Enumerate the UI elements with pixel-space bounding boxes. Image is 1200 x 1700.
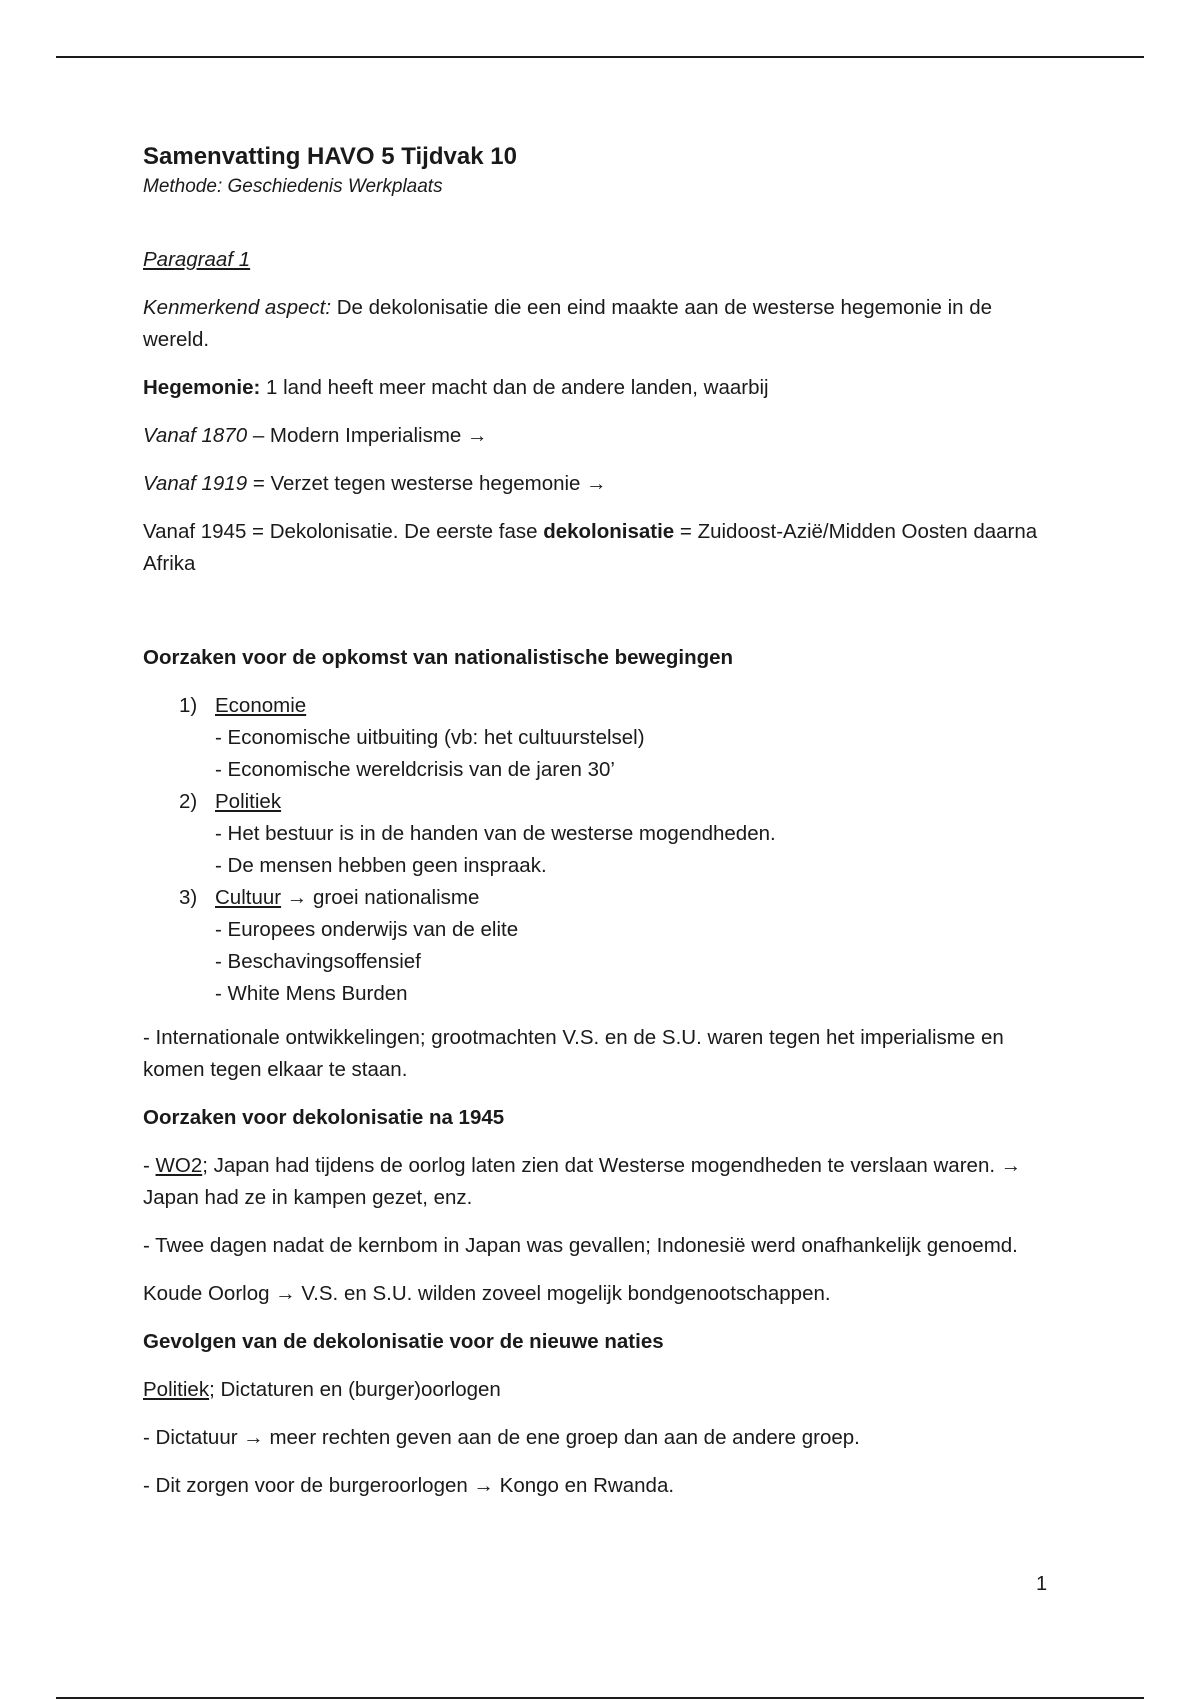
list-subitem: - Beschavingsoffensief xyxy=(215,950,421,973)
footer-rule xyxy=(56,1697,1144,1699)
list-item-label: Economie xyxy=(215,694,307,717)
list-item-suffix: → groei nationalisme xyxy=(281,886,480,909)
list-item xyxy=(179,690,1063,786)
list-item xyxy=(179,882,1063,1010)
politiek-label: Politiek xyxy=(143,1378,210,1401)
kenmerkend-aspect xyxy=(143,292,1063,356)
wo2-prefix: - xyxy=(143,1154,156,1177)
section-heading-gevolgen: Gevolgen van de dekolonisatie voor de nieuwe naties xyxy=(143,1330,664,1353)
wo2-paragraph xyxy=(143,1150,1063,1214)
paragraph-heading: Paragraaf 1 xyxy=(143,248,251,271)
vanaf-1870 xyxy=(143,420,1063,452)
wo2-text: ; Japan had tijdens de oorlog laten zien dat Westerse mogendheden te verslaan waren. → Japan had ze in kampen gezet, enz. xyxy=(143,1154,1022,1209)
list-item xyxy=(179,786,1063,882)
page-number: 1 xyxy=(1036,1573,1048,1595)
section-heading-dekolonisatie: Oorzaken voor dekolonisatie na 1945 xyxy=(143,1106,505,1129)
vanaf-1945-bold: dekolonisatie xyxy=(543,520,675,543)
kenmerkend-text: De dekolonisatie die een eind maakte aan de westerse hegemonie in de wereld. xyxy=(143,296,993,351)
vanaf-1870-text: – Modern Imperialisme → xyxy=(247,424,488,447)
dictatuur-paragraph: - Dictatuur → meer rechten geven aan de ene groep dan aan de andere groep. xyxy=(143,1426,860,1449)
document-body xyxy=(143,140,1063,1518)
kenmerkend-label: Kenmerkend aspect: xyxy=(143,296,332,319)
koude-oorlog-paragraph: Koude Oorlog → V.S. en S.U. wilden zoveel mogelijk bondgenootschappen. xyxy=(143,1282,831,1305)
header-rule xyxy=(56,56,1144,58)
internationale-ontwikkelingen: - Internationale ontwikkelingen; grootmachten V.S. en de S.U. waren tegen het imperialisme en komen tegen elkaar te staan. xyxy=(143,1026,1004,1081)
list-subitem: - De mensen hebben geen inspraak. xyxy=(215,854,547,877)
burgeroorlogen-paragraph: - Dit zorgen voor de burgeroorlogen → Kongo en Rwanda. xyxy=(143,1474,675,1497)
vanaf-1945-text-2: = Zuidoost-Azië/Midden Oosten daarna Afrika xyxy=(143,520,1038,575)
kernbom-paragraph: - Twee dagen nadat de kernbom in Japan was gevallen; Indonesië werd onafhankelijk genoemd. xyxy=(143,1234,1018,1257)
causes-list xyxy=(143,690,1063,1010)
document-title: Samenvatting HAVO 5 Tijdvak 10 xyxy=(143,143,517,170)
politiek-paragraph xyxy=(143,1374,1063,1406)
vanaf-1919-label: Vanaf 1919 xyxy=(143,472,248,495)
politiek-text: ; Dictaturen en (burger)oorlogen xyxy=(209,1378,501,1401)
list-item-number: 1) xyxy=(179,694,198,717)
list-item-number: 3) xyxy=(179,886,198,909)
section-spacer xyxy=(143,596,1063,642)
hegemonie-text: 1 land heeft meer macht dan de andere landen, waarbij xyxy=(260,376,769,399)
section-heading-nationalisme: Oorzaken voor de opkomst van nationalistische bewegingen xyxy=(143,646,734,669)
list-item-label: Cultuur xyxy=(215,886,282,909)
hegemonie-label: Hegemonie: xyxy=(143,376,261,399)
list-subitem: - White Mens Burden xyxy=(215,982,408,1005)
vanaf-1919 xyxy=(143,468,1063,500)
list-subitem: - Europees onderwijs van de elite xyxy=(215,918,519,941)
list-item-number: 2) xyxy=(179,790,198,813)
list-subitem: - Economische wereldcrisis van de jaren 30’ xyxy=(215,758,615,781)
list-subitem: - Het bestuur is in de handen van de westerse mogendheden. xyxy=(215,822,776,845)
document-subtitle: Methode: Geschiedenis Werkplaats xyxy=(143,176,443,197)
wo2-label: WO2 xyxy=(155,1154,203,1177)
vanaf-1919-text: = Verzet tegen westerse hegemonie → xyxy=(247,472,607,495)
list-item-label: Politiek xyxy=(215,790,282,813)
vanaf-1870-label: Vanaf 1870 xyxy=(143,424,248,447)
vanaf-1945-text-1: Vanaf 1945 = Dekolonisatie. De eerste fase xyxy=(143,520,544,543)
vanaf-1945 xyxy=(143,516,1063,580)
list-subitem: - Economische uitbuiting (vb: het cultuurstelsel) xyxy=(215,726,645,749)
hegemonie-definition xyxy=(143,372,1063,404)
